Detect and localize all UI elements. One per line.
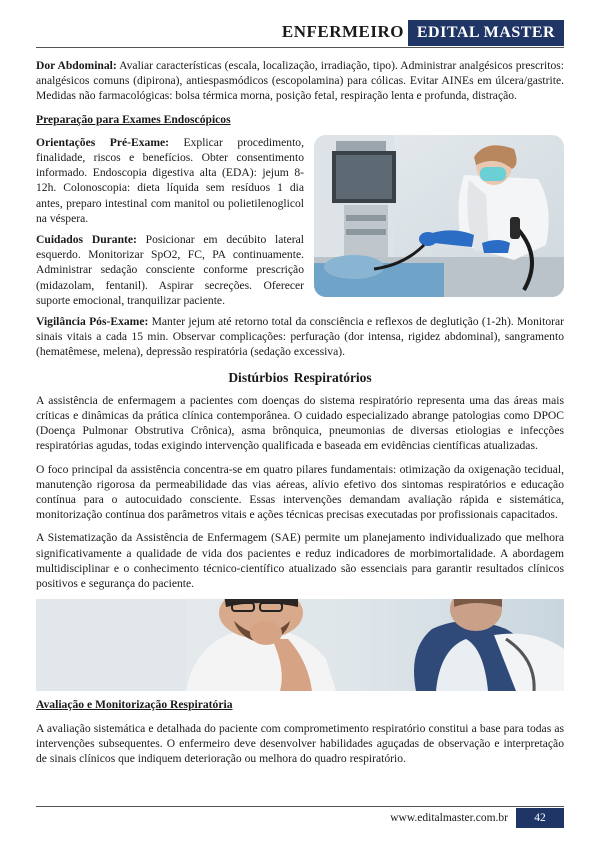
endoscopy-title: Preparação para Exames Endoscópicos — [36, 112, 231, 126]
post-exam-paragraph — [36, 314, 564, 360]
during-label: Cuidados Durante: — [36, 233, 137, 247]
respiratory-paragraph-1: A assistência de enfermagem a pacientes com doenças do sistema respiratório representa uma das áreas mais críticas e dinâmicas da prática clínica contemporânea. O cuidado especializado abrange patologias como DPOC (Doença Pulmonar Obstrutiva Crônica), asma brônquica, pneumonias de diversas etiologias e infecções respiratórias agudas, todas exigindo intervenção qualificada e baseada em evidências científicas atualizadas. — [36, 393, 564, 453]
pre-exam-text: Explicar procedimento, finalidade, riscos e benefícios. Obter consentimento informado. Endoscopia digestiva alta (EDA): jejum 8-12h. Colonoscopia: dieta líquida sem resíduos 1 dia antes, preparo intestinal com manitol ou polietilenoglicol na véspera. — [36, 135, 304, 225]
evaluation-title: Avaliação e Monitorização Respiratória — [36, 698, 233, 712]
intro-label: Dor Abdominal: — [36, 59, 117, 72]
endoscopy-photo-illustration — [314, 135, 564, 297]
pre-exam-paragraph — [36, 135, 304, 226]
endoscopy-photo — [314, 135, 564, 297]
intro-paragraph — [36, 58, 564, 104]
respiratory-paragraph-3: A Sistematização da Assistência de Enfermagem (SAE) permite um planejamento individualizado que melhora significativamente a qualidade de vida dos pacientes e reduz indicadores de morbimortalidade. A abordagem multidisciplinar e o conhecimento técnico-científico atualizado são essenciais para garantir resultados clínicos positivos e segurança do paciente. — [36, 531, 564, 591]
page-footer — [36, 806, 564, 830]
during-paragraph — [36, 232, 304, 308]
header-divider — [36, 47, 564, 48]
respiratory-paragraph-2: O foco principal da assistência concentra-se em quatro pilares fundamentais: otimização da oxigenação tecidual, manutenção rigorosa da permeabilidade das vias aéreas, alívio efetivo dos sintomas respiratórios e educação contínua para o autocuidado consciente. Essas intervenções demandam avaliação rápida e sistemática, monitorização contínua dos parâmetros vitais e ações técnicas precisas executadas por profissionais capacitados. — [36, 462, 564, 522]
during-text: Posicionar em decúbito lateral esquerdo. Monitorizar SpO2, FC, PA continuamente. Administrar sedação consciente conforme prescrição (midazolam, fentanil). Aspirar secreções. Oferecer suporte emocional, tranquilizar paciente. — [36, 233, 304, 307]
page-number: 42 — [516, 808, 564, 828]
header-title: ENFERMEIRO — [281, 22, 404, 41]
header-brand: EDITAL MASTER — [408, 20, 564, 46]
post-exam-label: Vigilância Pós-Exame: — [36, 315, 149, 329]
endoscopy-block — [36, 135, 564, 308]
intro-text: Avaliar características (escala, localização, irradiação, tipo). Administrar analgésicos prescritos: analgésicos comuns (dipirona), antiespasmódicos (escopolamina) para cólicas. Evitar AINEs em úlcera/gastrite. Medidas não farmacológicas: bolsa térmica morna, posição fetal, respiração lenta e profunda, distração. — [36, 59, 564, 103]
respiratory-photo — [36, 599, 564, 691]
respiratory-photo-illustration — [36, 599, 564, 691]
respiratory-section-title: Distúrbios Respiratórios — [228, 369, 372, 385]
footer-url-link[interactable]: www.editalmaster.com.br — [390, 812, 508, 824]
page-content — [36, 58, 564, 774]
evaluation-paragraph-1: A avaliação sistemática e detalhada do paciente com comprometimento respiratório constitui a base para todas as intervenções subsequentes. O enfermeiro deve desenvolver habilidades aguçadas de observação e interpretação de sinais clínicos que indiquem deterioração ou melhora do quadro respiratório. — [36, 721, 564, 765]
footer-divider — [36, 806, 564, 807]
page-header — [36, 20, 564, 48]
endoscopy-text-column — [36, 135, 304, 308]
post-exam-text: Manter jejum até retorno total da consciência e reflexos de deglutição (1-2h). Monitorar sinais vitais a cada 15 min. Observar complicações: perfuração (dor intensa, rigidez abdominal), sangramento (hematêmese, melena), depressão respiratória (sedação excessiva). — [36, 315, 564, 359]
pre-exam-label: Orientações Pré-Exame: — [36, 135, 169, 149]
